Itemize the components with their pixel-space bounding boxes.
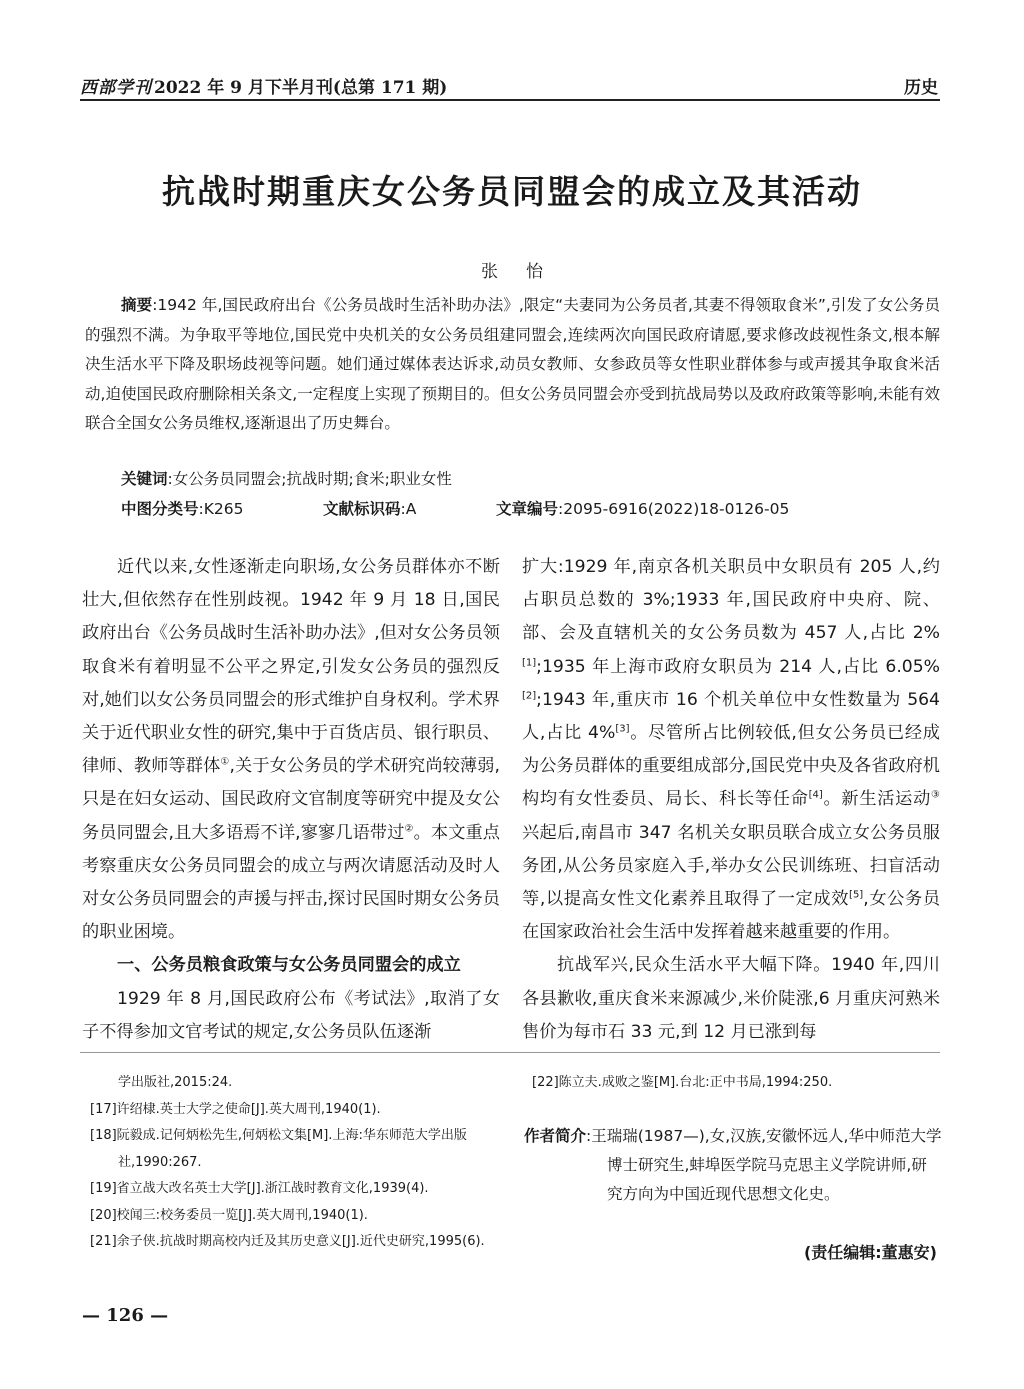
clc-label: 中图分类号 — [121, 500, 199, 518]
citation-mark: [2] — [522, 690, 537, 702]
classification-line — [121, 497, 921, 519]
author-name: 张怡 — [481, 262, 571, 282]
references-left — [82, 1070, 500, 1256]
paragraph: 1929 年 8 月,国民政府公布《考试法》,取消了女子不得参加文官考试的规定,女公务员队伍逐渐 — [82, 988, 500, 1042]
paragraph: 扩大:1929 年,南京各机关职员中女职员有 205 人,约占职员总数的 3%;1933 年,国民政府中央府、院、部、会及直辖机关的女公务员数为 457 人,占比 2%[1];1935 年上海市政府女职员为 214 人,占比 6.05%[2];1943 年,重庆市 16 个机关单位中女性数量为 564 人,占比 4%[3]。尽管所占比例较低,但女公务员已经成为公务员群体的重要组成部分,国民党中央及各省政府机构均有女性委员、局长、科长等任命[4]。新生活运动③兴起后,南昌市 347 名机关女职员联合成立女公务员服务团,从公务员家庭入手,举办女公民训练班、扫盲活动等,以提高女性文化素养且取得了一定成效[5],女公务员在国家政治社会生活中发挥着越来越重要的作用。 — [522, 557, 941, 943]
article-number-label: 文章编号 — [496, 500, 559, 518]
references-right — [524, 1070, 942, 1097]
clc-value: :K265 — [198, 500, 244, 518]
footnote-mark: ② — [404, 822, 414, 834]
reference-item: [19]省立战大改名英士大学[J].浙江战时教育文化,1939(4). — [90, 1181, 429, 1196]
reference-item: 学出版社,2015:24. — [118, 1075, 233, 1090]
footnote-mark: ③ — [931, 789, 940, 801]
keywords-label: 关键词 — [121, 470, 168, 488]
paragraph: 抗战军兴,民众生活水平大幅下降。1940 年,四川各县歉收,重庆食米来源减少,米价陡涨,6 月重庆河熟米售价为每市石 33 元,到 12 月已涨到每 — [522, 955, 940, 1042]
running-header — [80, 73, 447, 98]
reference-item: [18]阮毅成.记何炳松先生,何炳松文集[M].上海:华东师范大学出版社,1990:267. — [90, 1128, 467, 1170]
author-bio — [524, 1122, 942, 1209]
abstract-label: 摘要 — [121, 296, 153, 314]
section-heading: 一、公务员粮食政策与女公务员同盟会的成立 — [117, 955, 461, 976]
abstract-text: :1942 年,国民政府出台《公务员战时生活补助办法》,限定“夫妻同为公务员者,其妻不得领取食米”,引发了女公务员的强烈不满。为争取平等地位,国民党中央机关的女公务员组建同盟会,连续两次向国民政府请愿,要求修改歧视性条文,根本解决生活水平下降及职场歧视等问题。她们通过媒体表达诉求,动员女教师、女参政员等女性职业群体参与或声援其争取食米活动,迫使国民政府删除相关条文,一定程度上实现了预期目的。但女公务员同盟会亦受到抗战局势以及政府政策等影响,未能有效联合全国女公务员维权,逐渐退出了历史舞台。 — [85, 296, 940, 432]
body-column-left — [82, 551, 500, 1049]
citation-mark: [1] — [522, 656, 537, 668]
citation-mark: [5] — [849, 889, 864, 901]
citation-mark: [4] — [808, 789, 823, 801]
citation-mark: [3] — [615, 723, 630, 735]
keywords-text: :女公务员同盟会;抗战时期;食米;职业女性 — [167, 470, 452, 488]
issue-info: 2022 年 9 月下半月刊(总第 171 期) — [154, 78, 448, 98]
bio-text: :王瑞瑞(1987—),女,汉族,安徽怀远人,华中师范大学博士研究生,蚌埠医学院马克思主义学院讲师,研究方向为中国近现代思想文化史。 — [586, 1127, 942, 1203]
page-number: — 126 — — [82, 1305, 169, 1326]
reference-item: [21]余子侠.抗战时期高校内迁及其历史意义[J].近代史研究,1995(6). — [90, 1234, 485, 1249]
body-column-right — [522, 551, 940, 1049]
keywords — [121, 467, 452, 489]
reference-item: [17]许绍棣.英士大学之使命[J].英大周刊,1940(1). — [90, 1101, 381, 1117]
doc-code-label: 文献标识码 — [323, 500, 401, 518]
journal-logo: 西部学刊 — [80, 78, 152, 98]
article-title: 抗战时期重庆女公务员同盟会的成立及其活动 — [162, 172, 862, 211]
reference-item: [20]校闻三:校务委员一览[J].英大周刊,1940(1). — [90, 1207, 368, 1223]
responsible-editor: (责任编辑:董惠安) — [803, 1243, 937, 1262]
footnote-mark: ① — [220, 756, 230, 768]
header-divider — [80, 99, 940, 101]
reference-item: [22]陈立夫.成败之鉴[M].台北:正中书局,1994:250. — [532, 1075, 833, 1090]
paragraph: 近代以来,女性逐渐走向职场,女公务员群体亦不断壮大,但依然存在性别歧视。1942 年 9 月 18 日,国民政府出台《公务员战时生活补助办法》,但对女公务员领取食米有着明显不公平之界定,引发女公务员的强烈反对,她们以女公务员同盟会的形式维护自身权利。学术界关于近代职业女性的研究,集中于百货店员、银行职员、律师、教师等群体①,关于女公务员的学术研究尚较薄弱,只是在妇女运动、国民政府文官制度等研究中提及女公务员同盟会,且大多语焉不详,寥寥几语带过②。本文重点考察重庆女公务员同盟会的成立与两次请愿活动及时人对女公务员同盟会的声援与抨击,探讨民国时期女公务员的职业困境。 — [82, 557, 500, 943]
article-number-value: :2095-6916(2022)18-0126-05 — [558, 500, 790, 518]
abstract — [85, 291, 940, 439]
doc-code-value: :A — [400, 500, 417, 518]
section-name: 历史 — [904, 78, 938, 98]
references-divider — [80, 1052, 940, 1053]
bio-label: 作者简介 — [524, 1127, 587, 1145]
